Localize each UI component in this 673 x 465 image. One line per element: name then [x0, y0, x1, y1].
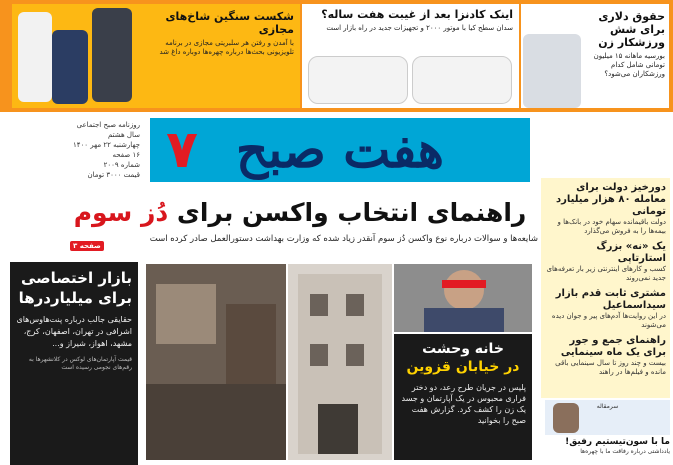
person-photo	[18, 12, 52, 102]
columnist-label: سرمقاله	[596, 403, 619, 410]
columnist-photo	[553, 403, 579, 433]
news-item-title: دورخیز دولت برای معامله ۸۰ هزار میلیارد تومانی	[555, 182, 666, 217]
news-item-text: در این روایت‌ها آدم‌های پیر و جوان دیده می‌شوند	[551, 312, 666, 329]
news-item[interactable]	[545, 335, 666, 377]
promo-left-body: با آمدن و رفتن هر سلبریتی مجازی در برنامه تلویزیونی بحث‌ها درباره چهره‌ها دوباره داغ شد	[159, 39, 294, 56]
news-item[interactable]	[545, 241, 666, 283]
person-photo	[92, 8, 132, 102]
promo-right-text	[579, 10, 665, 79]
logo-number: ۷	[166, 120, 198, 180]
news-item-text: دولت باقیمانده سهام خود در بانک‌ها و بیمه‌ها را به فروش می‌گذارد	[557, 218, 666, 235]
car-photo	[412, 56, 512, 104]
headline-subtitle: شایعه‌ها و سوالات درباره نوع واکسن دُز سوم آنقدر زیاد شده که وزارت بهداشت دستورالعمل صادر کرده است	[149, 234, 538, 244]
issue-meta	[10, 120, 140, 180]
meta-line: روزنامه صبح اجتماعی	[76, 121, 140, 129]
luxury-market-title: بازار اختصاصی برای میلیاردرها	[18, 269, 132, 307]
news-item-title: یک «نه» بزرگ استارتاپی	[596, 241, 666, 264]
promo-mid-body: سدان سطح کیا با موتور ۲۰۰۰ و تجهیزات جدید در راه بازار است	[326, 24, 513, 32]
meta-line: سال هشتم	[107, 131, 140, 139]
meta-line: ۱۶ صفحه	[112, 151, 140, 159]
crime-story-title-2: در خیابان قزوین	[406, 359, 520, 375]
right-news-column	[541, 178, 670, 398]
news-item-text: کسب و کارهای اینترنتی زیر بار تعرفه‌های جدید نمی‌روند	[546, 265, 666, 282]
news-item[interactable]	[545, 182, 666, 236]
promo-right-body: بورسیه ماهانه ۱۵ میلیون تومانی شامل کدام ورزشکاران می‌شود؟	[593, 52, 665, 78]
news-item-text: بیست و چند روز تا سال سینمایی باقی مانده و فیلم‌ها در راهند	[555, 359, 666, 376]
promo-left-title: شکست سنگین شاخ‌های مجازی	[165, 10, 294, 36]
luxury-market-box[interactable]	[10, 262, 138, 465]
luxury-market-text: حقایقی جالب درباره پنت‌هاوس‌های اشرافی در تهران، اصفهان، کرج، مشهد، اهواز، شیراز و...	[16, 315, 132, 348]
suspect-photo	[394, 264, 532, 332]
editorial-item[interactable]	[545, 436, 670, 465]
headline-highlight: دُز سوم	[73, 198, 169, 227]
news-item[interactable]	[545, 288, 666, 330]
promo-card-celebrities[interactable]	[12, 4, 300, 108]
messy-room-photo	[146, 264, 286, 460]
promo-mid-text	[308, 8, 513, 33]
meta-line: قیمت ۳۰۰۰ تومان	[87, 171, 140, 179]
news-item-title: مشتری ثابت قدم بازار سیداسماعیل	[555, 288, 666, 311]
headline-text: راهنمای انتخاب واکسن برای	[176, 198, 527, 227]
editorial-title: ما با سون‌تیستیم رفیق!	[565, 437, 670, 447]
main-headline[interactable]	[62, 194, 538, 232]
crime-story-title-1: خانه وحشت	[422, 341, 504, 357]
luxury-market-small: قیمت آپارتمان‌های لوکس در کلانشهرها به رقم‌های نجومی رسیده است	[28, 356, 132, 371]
crime-story-title	[400, 340, 526, 376]
car-photo	[308, 56, 408, 104]
meta-line: چهارشنبه ۲۲ مهر ۱۴۰۰	[72, 141, 140, 149]
promo-right-title: حقوق دلاری برای شش ورزشکار زن	[598, 10, 665, 49]
page-badge: صفحه ۳	[70, 241, 104, 251]
editorial-text: یادداشتی درباره رفاقت ما با چهره‌ها	[580, 448, 670, 455]
building-photo	[288, 264, 392, 460]
promo-card-athletes[interactable]	[521, 4, 669, 108]
news-item-title: راهنمای جمع و جور برای یک ماه سینمایی	[560, 335, 666, 358]
newspaper-logo: هفت صبح	[236, 120, 444, 179]
person-photo	[52, 30, 88, 104]
crime-story-text: پلیس در جریان طرح رعد، دو دختر فراری محبوس در یک آپارتمان و جسد یک زن را کشف کرد. گزارش هفت صبح را بخوانید	[401, 383, 526, 425]
meta-line: شماره ۲۰۰۹	[103, 161, 140, 169]
athlete-photo	[523, 34, 581, 108]
promo-left-text	[140, 10, 294, 57]
promo-card-car[interactable]	[302, 4, 519, 108]
promo-mid-title: اینک کادنزا بعد از غیبت هفت ساله؟	[321, 8, 513, 21]
crime-story-box[interactable]	[394, 334, 532, 460]
